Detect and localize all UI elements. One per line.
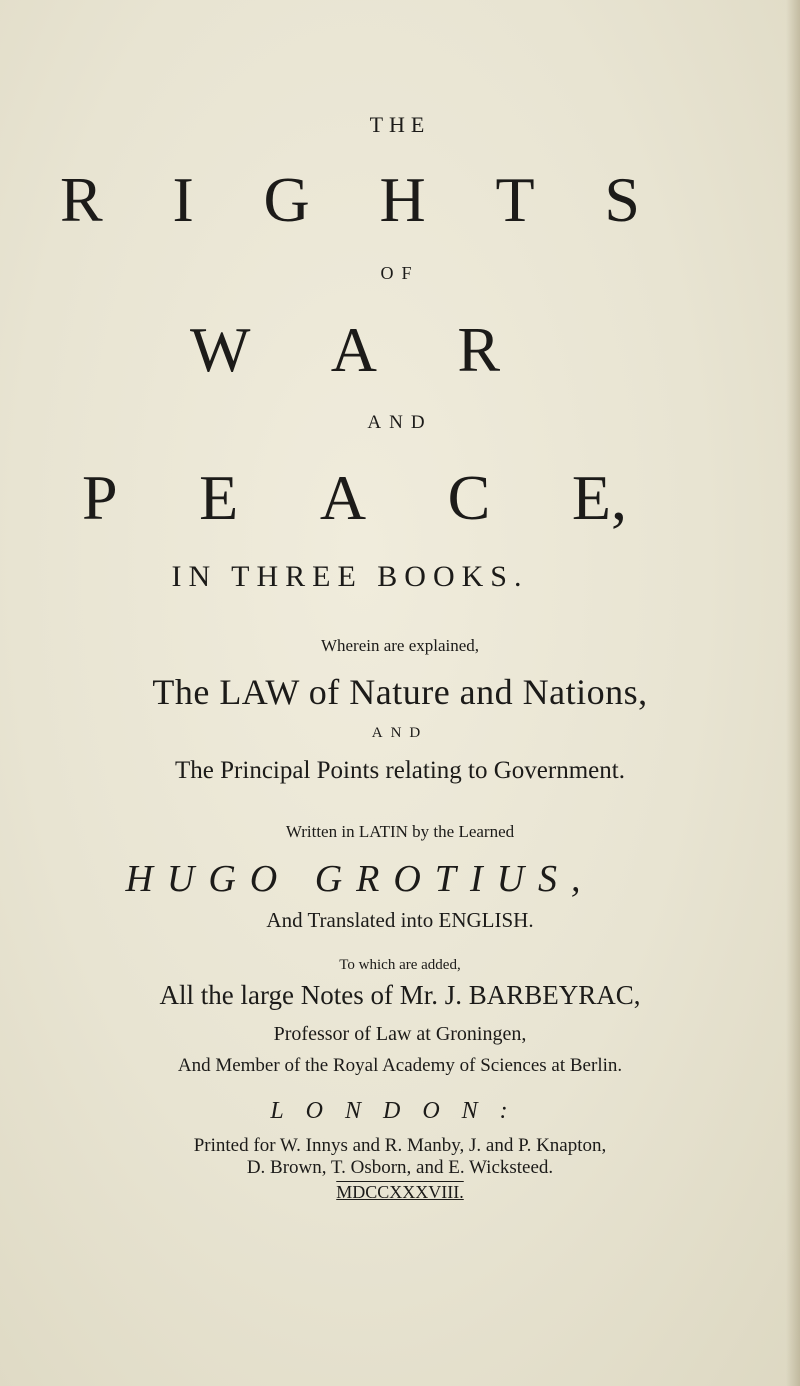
title-rights <box>60 164 640 235</box>
rights-letter: G <box>263 164 310 235</box>
peace-letter: E, <box>571 462 627 533</box>
peace-letter: C <box>447 462 491 533</box>
peace-letter: P <box>82 462 118 533</box>
printed-for-line-2: D. Brown, T. Osborn, and E. Wicksteed. <box>246 1157 554 1178</box>
author-name: HUGO GROTIUS, <box>125 858 595 900</box>
publication-date: MDCCXXXVIII. <box>336 1182 464 1202</box>
notes-line: All the large Notes of Mr. J. BARBEYRAC, <box>159 980 641 1010</box>
in-three-books: IN THREE BOOKS. <box>171 560 529 593</box>
war-letter: W <box>190 314 251 385</box>
translated-line: And Translated into ENGLISH. <box>266 908 534 932</box>
wherein-line: Wherein are explained, <box>320 636 480 655</box>
to-which-line: To which are added, <box>339 957 461 973</box>
rights-letter: H <box>379 164 426 235</box>
title-peace <box>82 462 627 533</box>
law-of-nature-line: The LAW of Nature and Nations, <box>152 672 648 712</box>
rights-letter: I <box>172 164 194 235</box>
printed-for-line-1: Printed for W. Innys and R. Manby, J. and P. Knapton, <box>193 1135 607 1156</box>
rights-letter: T <box>495 164 535 235</box>
imprint-london: LONDON: <box>270 1098 530 1124</box>
peace-letter: A <box>319 462 367 533</box>
title-of: OF <box>380 263 420 283</box>
war-letter: A <box>330 314 377 385</box>
professor-line: Professor of Law at Groningen, <box>273 1023 527 1045</box>
war-letter: R <box>457 314 500 385</box>
rights-letter: R <box>60 164 103 235</box>
member-line: And Member of the Royal Academy of Sciences at Berlin. <box>177 1055 623 1076</box>
principal-points-line: The Principal Points relating to Government. <box>175 757 625 784</box>
title-the: THE <box>369 112 431 137</box>
title-war <box>190 314 500 385</box>
peace-letter: E <box>199 462 239 533</box>
title-and: AND <box>367 412 433 433</box>
written-in-line: Written in LATIN by the Learned <box>285 822 515 841</box>
and-small-line: AND <box>371 725 429 741</box>
rights-letter: S <box>604 164 640 235</box>
